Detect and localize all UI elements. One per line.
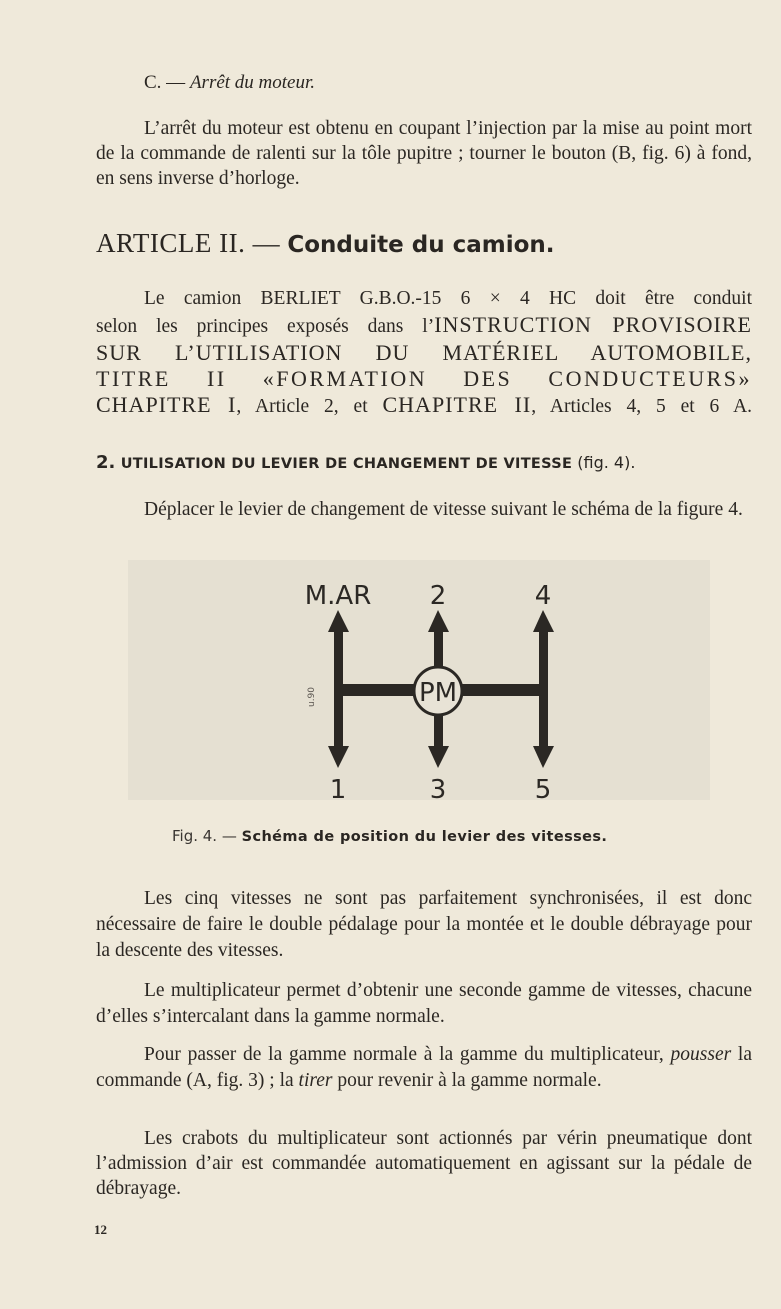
conduite-line-4: TITRE II «FORMATION DES CONDUCTEURS»: [96, 366, 752, 391]
passer-part-1: Pour passer de la gamme normale à la gamme du multiplicateur,: [144, 1044, 671, 1065]
figure-caption: [172, 826, 607, 845]
conduite-line-5-b: , Article 2, et: [236, 396, 383, 417]
utilisation-figure-ref: (fig. 4).: [572, 453, 636, 472]
utilisation-heading: [96, 452, 635, 473]
conduite-line-2-caps: INSTRUCTION PROVISOIRE: [434, 312, 752, 337]
shift-shaft-left: [334, 620, 343, 752]
arrow-up-2: [428, 610, 449, 632]
passer-pousser: pousser: [670, 1044, 732, 1065]
paragraph-arret-moteur: L’arrêt du moteur est obtenu en coupant l’injection par la mise au point mort de la commande de ralenti sur la tôle pupitre ; tourner le bouton (B, fig. 6) à fond, en sens inverse d’horloge.: [96, 118, 752, 189]
paragraph-passer: [96, 1042, 752, 1094]
section-c-prefix: C. —: [144, 72, 190, 93]
conduite-line-2: [96, 312, 752, 340]
utilisation-title: UTILISATION DU LEVIER DE CHANGEMENT DE VITESSE: [115, 456, 573, 472]
article-number: ARTICLE II. —: [96, 228, 288, 258]
conduite-chapitre-2: CHAPITRE II: [382, 392, 532, 417]
arrow-down-1: [328, 746, 349, 768]
paragraph-vitesses: Les cinq vitesses ne sont pas parfaitement synchronisées, il est donc nécessaire de faire le double pédalage pour la montée et le double débrayage pour la descente des vitesses.: [96, 888, 752, 961]
section-c-title: Arrêt du moteur.: [189, 72, 316, 93]
conduite-line-3: SUR L’UTILISATION DU MATÉRIEL AUTOMOBILE,: [96, 340, 752, 365]
gear-label-5: 5: [534, 775, 552, 800]
arrow-down-5: [533, 746, 554, 768]
gear-label-4: 4: [534, 581, 552, 611]
conduite-line-5: [96, 392, 752, 420]
arrow-down-3: [428, 746, 449, 768]
paragraph-conduite: [96, 286, 752, 420]
gear-label-2: 2: [429, 581, 447, 611]
gear-shift-schema: [128, 560, 710, 800]
caption-title: Schéma de position du levier des vitesses.: [241, 829, 608, 845]
utilisation-number: 2.: [96, 452, 116, 473]
conduite-line-2-start: selon les principes exposés dans l’: [96, 316, 435, 337]
paragraph-multiplicateur: Le multiplicateur permet d’obtenir une seconde gamme de vitesses, chacune d’elles s’intercalant dans la gamme normale.: [96, 980, 752, 1027]
gear-label-1: 1: [329, 775, 347, 800]
conduite-chapitre-1: CHAPITRE I: [96, 392, 237, 417]
gear-shift-diagram: [128, 560, 710, 800]
passer-part-3: pour revenir à la gamme normale.: [332, 1070, 602, 1091]
neutral-label: PM: [418, 678, 458, 708]
paragraph-deplacer: Déplacer le levier de changement de vitesse suivant le schéma de la figure 4.: [144, 499, 743, 520]
caption-prefix: Fig. 4. —: [172, 827, 242, 845]
arrow-up-mar: [328, 610, 349, 632]
gear-label-3: 3: [429, 775, 447, 800]
paragraph-crabots: Les crabots du multiplicateur sont actionnés par vérin pneumatique dont l’admission d’air est commandée automatiquement en agissant sur la pédale de débrayage.: [96, 1128, 752, 1199]
page-number: 12: [94, 1222, 107, 1237]
section-c-heading: [144, 72, 315, 94]
conduite-line-5-d: , Articles 4, 5 et 6 A.: [531, 396, 753, 417]
article-heading: [96, 228, 555, 259]
diagram-side-label: u.90: [307, 686, 317, 708]
passer-tirer: tirer: [298, 1070, 333, 1091]
arrow-up-4: [533, 610, 554, 632]
passer-part-2: la commande (A, fig. 3) ; la: [96, 1044, 752, 1091]
shift-shaft-right: [539, 620, 548, 752]
gear-label-mar: M.AR: [304, 581, 372, 611]
conduite-line-1: Le camion BERLIET G.B.O.-15 6 × 4 HC doit être conduit: [144, 288, 752, 309]
article-title: Conduite du camion.: [287, 232, 555, 258]
